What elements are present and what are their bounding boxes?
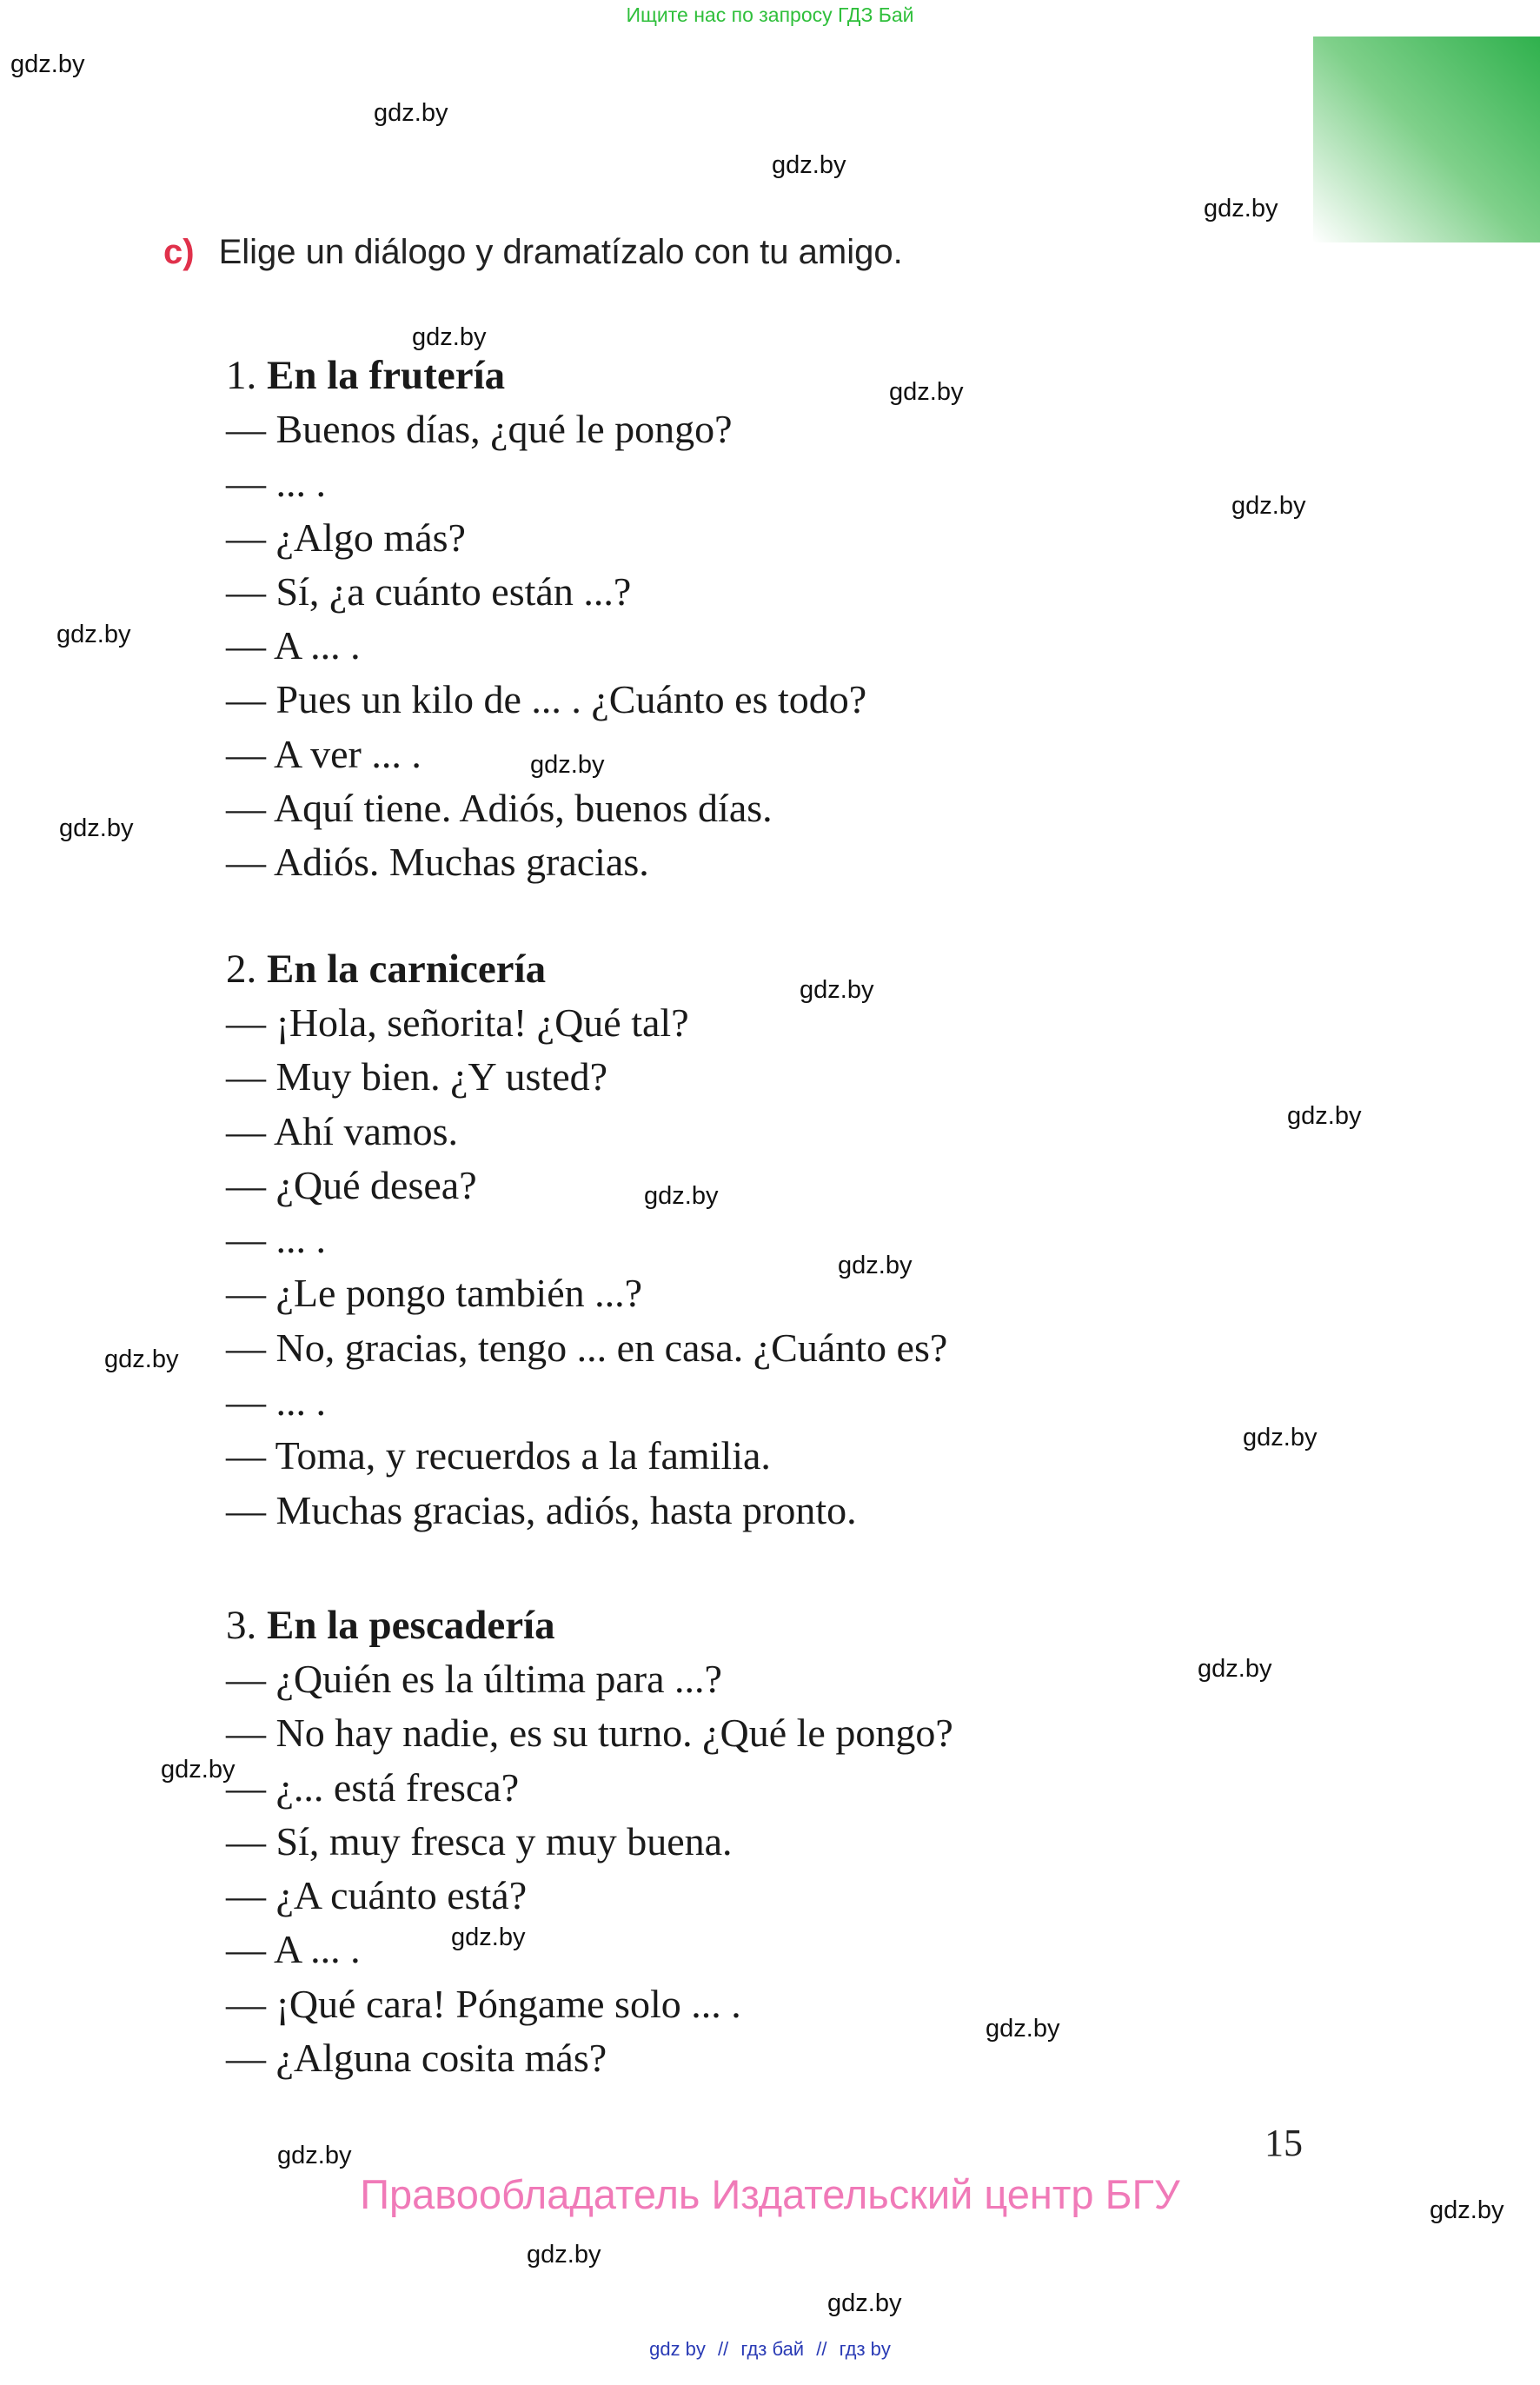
dialogue-line: — ... .	[226, 461, 326, 506]
dialogue-line: — Sí, muy fresca y muy buena.	[226, 1818, 733, 1863]
dialogue-3	[226, 1598, 953, 2085]
dialogue-line: — ¿Quién es la última para ...?	[226, 1657, 722, 1701]
dialogue-line: — ¡Hola, señorita! ¿Qué tal?	[226, 1000, 689, 1045]
dialogue-line: — A ... .	[226, 623, 361, 668]
dialogue-line: — ... .	[226, 1379, 326, 1425]
dialogue-2	[226, 942, 947, 1538]
footer-link[interactable]: гдз бай	[740, 2338, 805, 2360]
dialogue-line: — Muy bien. ¿Y usted?	[226, 1054, 608, 1099]
dialogue-line: — No hay nadie, es su turno. ¿Qué le pongo?	[226, 1711, 953, 1756]
dialogue-line: — Sí, ¿a cuánto están ...?	[226, 568, 632, 614]
dialogue-line: — A ... .	[226, 1927, 361, 1972]
dialogue-title: 1. En la frutería	[226, 353, 506, 398]
dialogue-line: — ... .	[226, 1217, 326, 1262]
dialogue-line: — ¿Qué desea?	[226, 1162, 477, 1207]
footer-link[interactable]: гдз by	[839, 2338, 891, 2360]
page-number: 15	[1265, 2122, 1303, 2164]
footer-separator: //	[718, 2338, 729, 2360]
dialogue-1	[226, 349, 866, 890]
bottom-links	[0, 2338, 1540, 2361]
dialogue-line: — A ver ... .	[226, 731, 422, 776]
watermark: gdz.by	[277, 2142, 352, 2169]
watermark: gdz.by	[986, 2015, 1060, 2043]
dialogue-line: — ¡Qué cara! Póngame solo ... .	[226, 1981, 741, 2026]
dialogue-line: — Pues un kilo de ... . ¿Cuánto es todo?	[226, 677, 867, 722]
watermark: gdz.by	[838, 1252, 913, 1279]
watermark: gdz.by	[1204, 195, 1278, 223]
watermark: gdz.by	[59, 814, 134, 842]
watermark: gdz.by	[772, 151, 846, 179]
task-letter: c)	[163, 233, 195, 271]
watermark: gdz.by	[56, 621, 131, 648]
watermark: gdz.by	[1430, 2196, 1504, 2224]
watermark: gdz.by	[527, 2241, 601, 2269]
dialogue-line: — Toma, y recuerdos a la familia.	[226, 1433, 771, 1478]
dialogue-line: — ¿Alguna cosita más?	[226, 2036, 607, 2081]
watermark: gdz.by	[800, 976, 874, 1004]
green-corner-tab	[1313, 37, 1540, 242]
watermark: gdz.by	[374, 99, 448, 127]
top-banner[interactable]: Ищите нас по запросу ГДЗ Бай	[626, 3, 914, 26]
watermark: gdz.by	[1198, 1655, 1272, 1683]
footer-link[interactable]: gdz by	[649, 2338, 706, 2360]
watermark: gdz.by	[827, 2289, 902, 2317]
dialogue-line: — Buenos días, ¿qué le pongo?	[226, 407, 733, 451]
watermark: gdz.by	[104, 1345, 179, 1373]
watermark: gdz.by	[889, 378, 964, 406]
watermark: gdz.by	[412, 323, 487, 351]
watermark: gdz.by	[10, 50, 85, 78]
watermark: gdz.by	[161, 1756, 236, 1784]
watermark: gdz.by	[451, 1923, 526, 1951]
dialogue-line: — Adiós. Muchas gracias.	[226, 840, 649, 885]
dialogue-line: — ¿Algo más?	[226, 515, 466, 560]
watermark: gdz.by	[1243, 1424, 1318, 1452]
footer-separator: //	[816, 2338, 827, 2360]
watermark: gdz.by	[530, 751, 605, 779]
dialogue-line: — ¿Le pongo también ...?	[226, 1271, 643, 1316]
task-instruction	[163, 233, 903, 272]
dialogue-line: — Ahí vamos.	[226, 1108, 459, 1153]
dialogue-line: — ¿A cuánto está?	[226, 1873, 528, 1918]
task-text: Elige un diálogo y dramatízalo con tu amigo.	[218, 233, 903, 271]
dialogue-line: — ¿... está fresca?	[226, 1764, 520, 1810]
dialogue-title: 3. En la pescadería	[226, 1603, 555, 1648]
dialogue-title: 2. En la carnicería	[226, 947, 547, 992]
dialogue-line: — Muchas gracias, adiós, hasta pronto.	[226, 1487, 857, 1532]
watermark: gdz.by	[644, 1182, 719, 1210]
dialogue-line: — No, gracias, tengo ... en casa. ¿Cuánto es?	[226, 1325, 948, 1370]
copyright-notice: Правообладатель Издательский центр БГУ	[360, 2171, 1180, 2217]
watermark: gdz.by	[1287, 1102, 1362, 1130]
watermark: gdz.by	[1231, 492, 1306, 520]
dialogue-line: — Aquí tiene. Adiós, buenos días.	[226, 786, 773, 831]
